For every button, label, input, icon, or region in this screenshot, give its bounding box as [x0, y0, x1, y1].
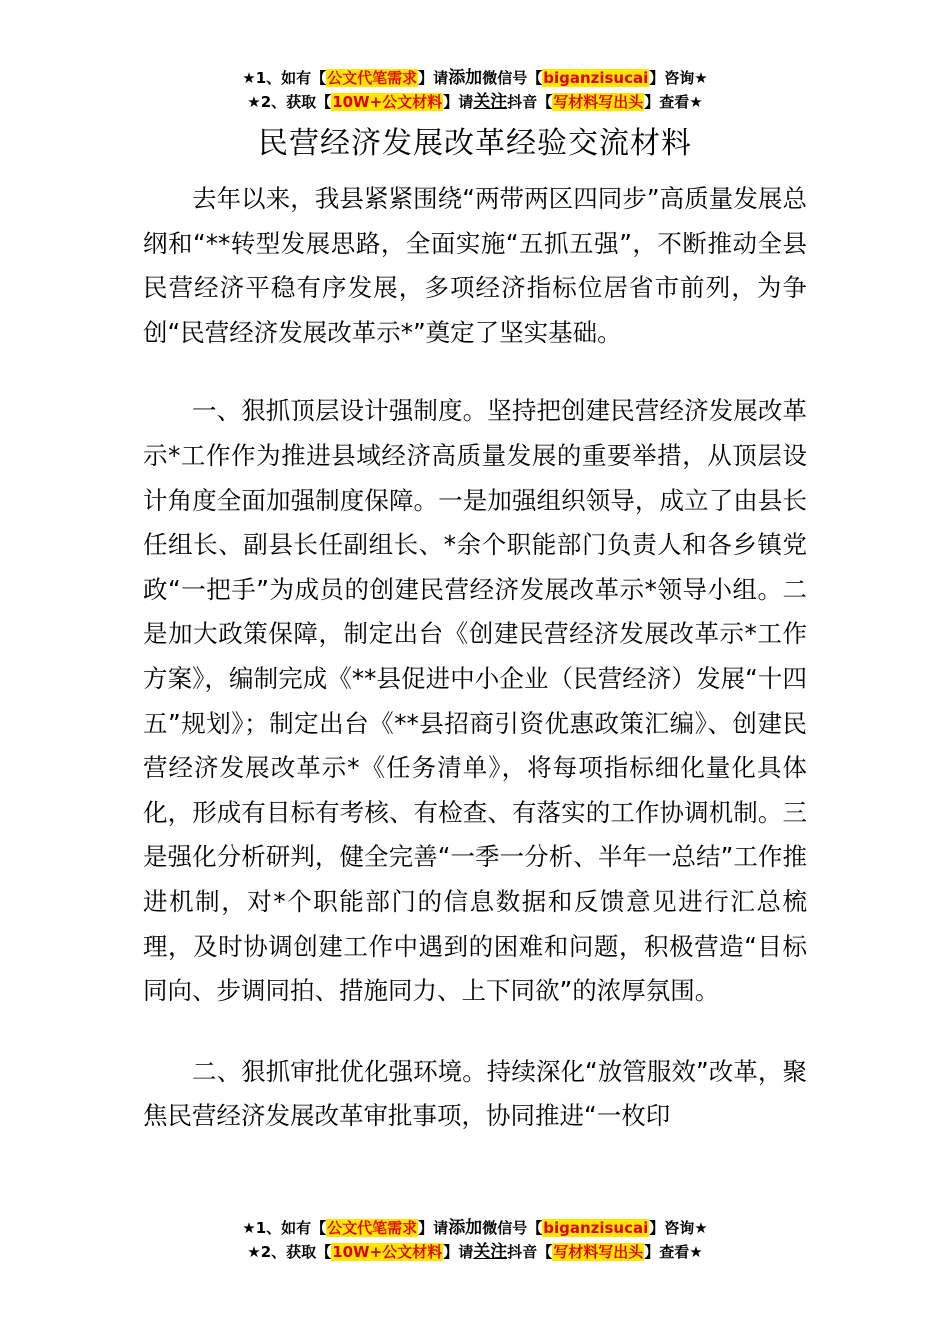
promo-text: 】查看★ [644, 1243, 703, 1261]
promo-highlight: 公文代笔需求 [327, 1219, 418, 1237]
promo-highlight: 写材料写出头 [553, 93, 644, 111]
paragraph-spacer [143, 355, 807, 389]
paragraph-section-2: 二、狠抓审批优化强环境。持续深化“放管服效”改革，聚焦民营经济发展改革审批事项，协同推进“一枚印 [143, 1056, 807, 1131]
promo-emphasis: 添加 [448, 68, 483, 88]
promo-emphasis: 添加 [448, 1218, 483, 1238]
promo-text: ★1、如有【 [242, 69, 327, 87]
promo-text: 】查看★ [644, 93, 703, 111]
promo-highlight: biganzisucai [543, 69, 649, 87]
promo-text: 】请 [443, 93, 474, 111]
promo-line-2 [0, 1240, 950, 1264]
promo-emphasis: 关注 [473, 92, 508, 112]
paragraph-spacer [143, 1014, 807, 1050]
footer-promo-banner [0, 1216, 950, 1264]
promo-text: 微信号【 [482, 69, 543, 87]
document-body [143, 177, 807, 1139]
promo-text: 】请 [443, 1243, 474, 1261]
promo-text: 抖音【 [507, 93, 553, 111]
promo-text: 】请 [418, 1219, 449, 1237]
promo-highlight: biganzisucai [543, 1219, 649, 1237]
promo-line-1 [0, 66, 950, 90]
promo-text: 】咨询★ [649, 69, 708, 87]
promo-highlight: 公文代笔需求 [327, 69, 418, 87]
paragraph-section-1: 一、狠抓顶层设计强制度。坚持把创建民营经济发展改革示*工作作为推进县域经济高质量发展的重要举措，从顶层设计角度全面加强制度保障。一是加强组织领导，成立了由县长任组长、副县长任副组长、*余个职能部门负责人和各乡镇党政“一把手”为成员的创建民营经济发展改革示*领导小组。二是加大政策保障，制定出台《创建民营经济发展改革示*工作方案》，编制完成《**县促进中小企业（民营经济）发展“十四五”规划》；制定出台《**县招商引资优惠政策汇编》、创建民营经济发展改革示*《任务清单》，将每项指标细化量化具体化，形成有目标有考核、有检查、有落实的工作协调机制。三是强化分析研判，健全完善“一季一分析、半年一总结”工作推进机制，对*个职能部门的信息数据和反馈意见进行汇总梳理，及时协调创建工作中遇到的困难和问题，积极营造“目标同向、步调同拍、措施同力、上下同欲”的浓厚氛围。 [143, 396, 807, 1006]
paragraph-intro: 去年以来，我县紧紧围绕“两带两区四同步”高质量发展总纲和“**转型发展思路，全面实施“五抓五强”，不断推动全县民营经济平稳有序发展，多项经济指标位居省市前列，为争创“民营经济发展改革示*”奠定了坚实基础。 [143, 184, 807, 347]
promo-line-1 [0, 1216, 950, 1240]
promo-emphasis: 关注 [473, 1242, 508, 1262]
promo-highlight: 写材料写出头 [553, 1243, 644, 1261]
promo-text: ★1、如有【 [242, 1219, 327, 1237]
promo-text: 】咨询★ [649, 1219, 708, 1237]
promo-highlight: 10W+公文材料 [332, 1243, 443, 1261]
promo-highlight: 10W+公文材料 [332, 93, 443, 111]
promo-text: 】请 [418, 69, 449, 87]
promo-text: 微信号【 [482, 1219, 543, 1237]
document-title: 民营经济发展改革经验交流材料 [258, 126, 692, 161]
promo-text: ★2、获取【 [247, 93, 332, 111]
promo-text: ★2、获取【 [247, 1243, 332, 1261]
promo-line-2 [0, 90, 950, 114]
promo-text: 抖音【 [507, 1243, 553, 1261]
header-promo-banner [0, 66, 950, 114]
